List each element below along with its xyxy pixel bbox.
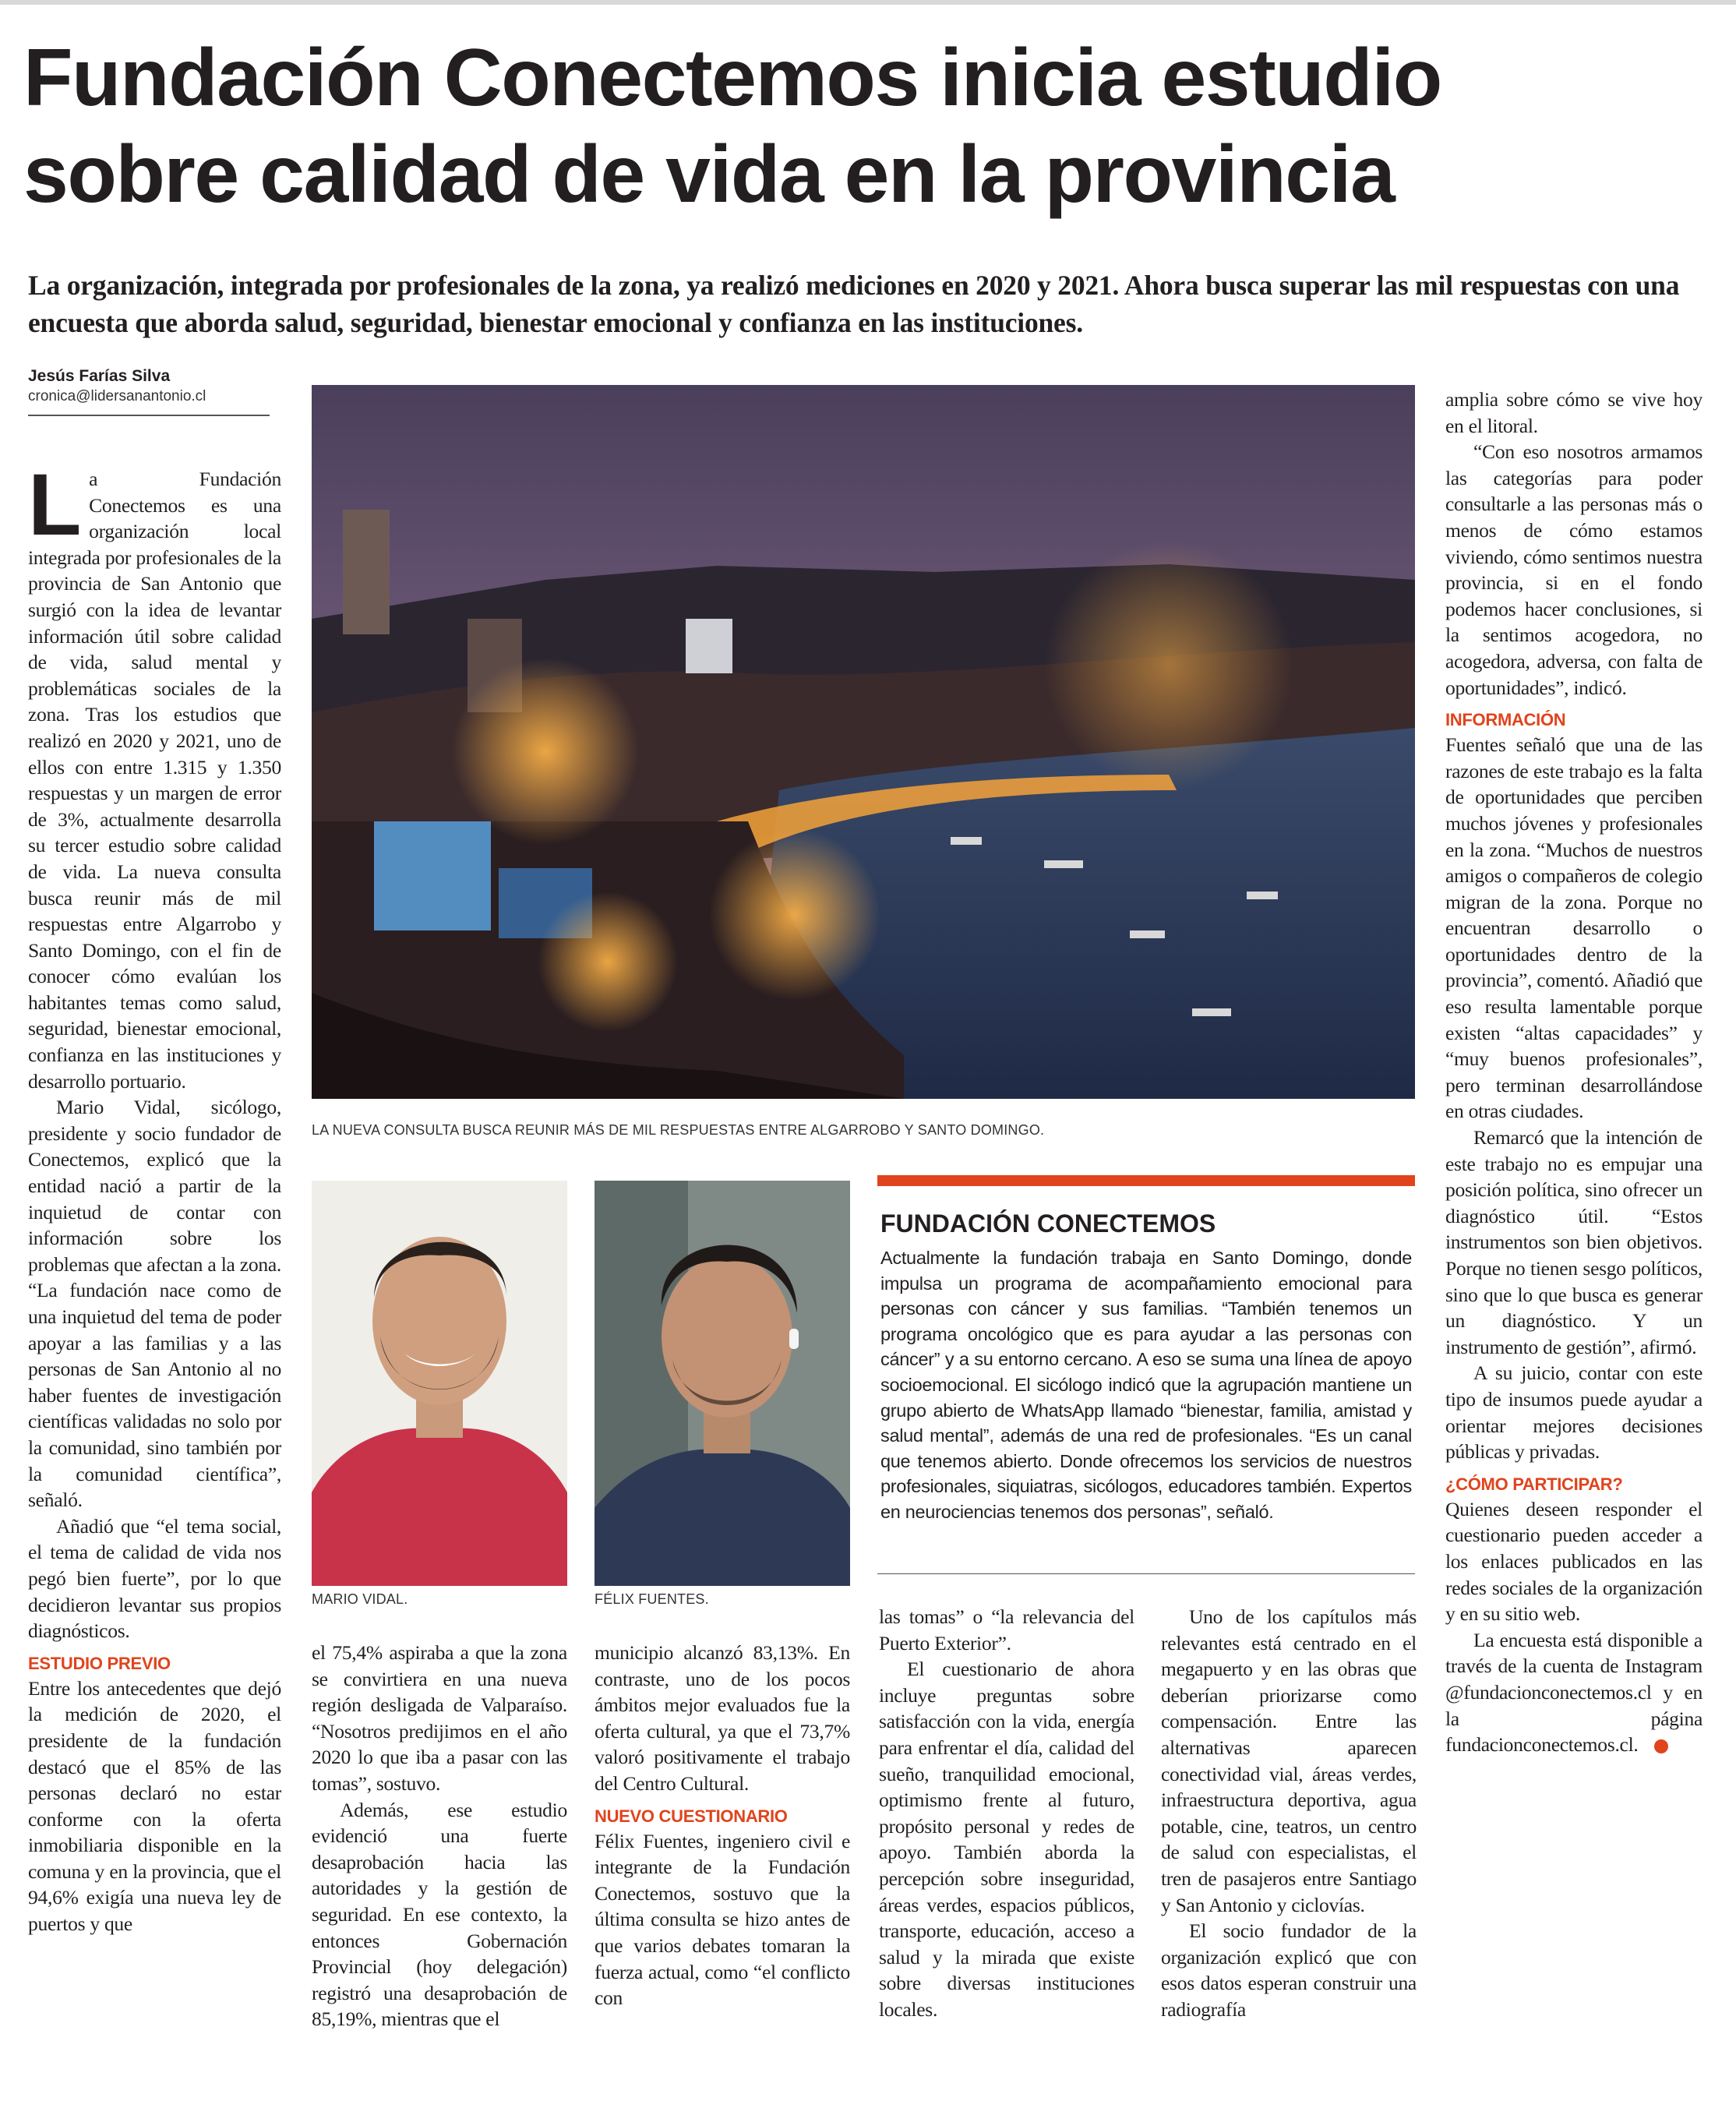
headline-line-1: Fundación Conectemos inicia estudio	[23, 33, 1441, 123]
paragraph: El socio fundador de la organización explicó que con esos datos esperan construir una radiografía	[1161, 1919, 1417, 2021]
column-4	[879, 1604, 1134, 2023]
portrait-mario-vidal	[312, 1181, 567, 1586]
paragraph: A su juicio, contar con este tipo de insumos puede ayudar a orientar mejores decisiones públicas y privadas.	[1445, 1361, 1702, 1464]
main-photo-caption: LA NUEVA CONSULTA BUSCA REUNIR MÁS DE MIL RESPUESTAS ENTRE ALGARROBO Y SANTO DOMINGO.	[312, 1122, 1045, 1138]
paragraph: Además, ese estudio evidenció una fuerte desaprobación hacia las autoridades y la gestión de seguridad. En ese contexto, la entonces Gobernación Provincial (hoy delegación) registró una desaprobación de 85,19%, mientras que el	[312, 1798, 567, 2031]
section-heading-como-participar: ¿CÓMO PARTICIPAR?	[1445, 1474, 1623, 1494]
sidebar-title: FUNDACIÓN CONECTEMOS	[880, 1209, 1216, 1238]
paragraph: El cuestionario de ahora incluye preguntas sobre satisfacción con la vida, energía para enfrentar el día, calidad del sueño, tranquilidad emocional, optimismo frente al futuro, propósito personal y redes de apoyo. También aborda la percepción sobre inseguridad, áreas verdes, espacios públicos, transporte, educación, acceso a salud y la mirada que existe sobre diversas instituciones locales.	[879, 1658, 1134, 2021]
byline-rule	[28, 415, 270, 416]
section-heading-nuevo-cuestionario: NUEVO CUESTIONARIO	[595, 1806, 788, 1826]
portrait-2-caption: FÉLIX FUENTES.	[595, 1591, 709, 1607]
lead-paragraph: La Fundación Conectemos es una organización local integrada por profesionales de la provincia de San Antonio que surgió con la idea de levantar información útil sobre calidad de vida, salud mental y problemáticas sociales de la zona. Tras los estudios que realizó en 2020 y 2021, uno de ellos con entre 1.315 y 1.350 respuestas y un margen de error de 3%, actualmente desarrolla su tercer estudio sobre calidad de vida. La nueva consulta busca reunir más de mil respuestas entre Algarrobo y Santo Domingo, con el fin de conocer cómo evalúan los habitantes temas como salud, seguridad, bienestar emocional, confianza en las instituciones y desarrollo portuario.	[28, 456, 281, 1093]
portrait-1-caption: MARIO VIDAL.	[312, 1591, 408, 1607]
author-email: cronica@lidersanantonio.cl	[28, 388, 206, 404]
paragraph: Félix Fuentes, ingeniero civil e integrante de la Fundación Conectemos, sostuvo que la última consulta se hizo antes de que varios debates tomaran la fuerza actual, como “el conflicto con	[595, 1829, 850, 2010]
paragraph: Uno de los capítulos más relevantes está centrado en el megapuerto y en las obras que deberían priorizarse como compensación. Entre las alternativas aparecen conectividad vial, áreas verdes, infraestructura deportiva, agua potable, cine, teatros, un centro de salud con especialistas, el tren de pasajeros entre Santiago y San Antonio y ciclovías.	[1161, 1605, 1417, 1916]
sidebar-box-fundacion	[877, 1175, 1415, 1574]
headline	[23, 30, 1714, 223]
column-5	[1161, 1604, 1417, 2023]
drop-cap: L	[28, 456, 82, 553]
paragraph: Remarcó que la intención de este trabajo no es empujar una posición política, sino ofrecer un diagnóstico útil. “Estos instrumentos son bien objetivos. Porque no tienen sesgo políticos, sino que lo que busca es generar un diagnóstico. Y un instrumento de gestión”, afirmó.	[1445, 1126, 1702, 1358]
section-heading-estudio-previo: ESTUDIO PREVIO	[28, 1653, 171, 1673]
sidebar-bottom-rule	[877, 1573, 1415, 1574]
byline	[28, 366, 273, 416]
section-heading-informacion: INFORMACIÓN	[1445, 710, 1566, 730]
author-name: Jesús Farías Silva	[28, 367, 171, 385]
sidebar-accent-bar	[877, 1175, 1415, 1186]
paragraph: el 75,4% aspiraba a que la zona se convirtiera en una nueva región desligada de Valparaíso. “Nosotros predijimos en el año 2020 lo que iba a pasar con las tomas”, sostuvo.	[312, 1641, 567, 1795]
main-photo-harbor-night	[312, 385, 1415, 1099]
sidebar-text: Actualmente la fundación trabaja en Santo Domingo, donde impulsa un programa de acompañamiento emocional para personas con cáncer y sus familias. “También tenemos un programa oncológico que es para ayudar a las personas con cáncer” y a su entorno cercano. A eso se suma una línea de apoyo socioemocional. El sicólogo indicó que la agrupación mantiene un grupo abierto de WhatsApp llamado “bienestar, familia, amistad y salud mental”, además de una red de profesionales. “Es un canal que tenemos abierto. Donde ofrecemos los servicios de nuestros profesionales, siquiatras, sicólogos, educadores también. Expertos en neurociencias tenemos dos personas”, señaló.	[880, 1248, 1412, 1522]
paragraph: Fuentes señaló que una de las razones de este trabajo es la falta de oportunidades que perciben muchos jóvenes y profesionales en la zona. “Muchos de nuestros amigos o compañeros de colegio migran de la zona. Porque no encuentran desarrollo o oportunidades dentro de la provincia”, comentó. Añadió que eso resulta lamentable porque existen “altas capacidades” y “muy buenos profesionales”, pero terminan desarrollándose en otras ciudades.	[1445, 733, 1702, 1123]
headline-line-2: sobre calidad de vida en la provincia	[23, 129, 1395, 220]
paragraph: Entre los antecedentes que dejó la medición de 2020, el presidente de la fundación destacó que el 85% de las personas declaró no estar conforme con la oferta inmobiliaria disponible en la comuna y en la provincia, que el 94,6% exigía una nueva ley de puertos y que	[28, 1676, 281, 1936]
paragraph: “Con eso nosotros armamos las categorías para poder consultarle a las personas más o menos de cómo estamos viviendo, cómo sentimos nuestra provincia, si en el fondo podemos hacer conclusiones, si la sentimos acogedora, no acogedora, adversa, con falta de oportunidades”, indicó.	[1445, 440, 1702, 699]
end-of-article-icon: ✪	[1654, 1739, 1668, 1753]
portrait-felix-fuentes	[595, 1181, 850, 1586]
paragraph: Quienes deseen responder el cuestionario pueden acceder a los enlaces publicados en las redes sociales de la organización y en su sitio web.	[1445, 1497, 1702, 1626]
paragraph: las tomas” o “la relevancia del Puerto Exterior”.	[879, 1605, 1134, 1654]
paragraph: Añadió que “el tema social, el tema de calidad de vida nos pegó bien fuerte”, por lo que decidieron levantar sus propios diagnósticos.	[28, 1514, 281, 1643]
harbor-night-illustration	[312, 385, 1415, 1099]
top-border	[0, 0, 1736, 5]
paragraph: Mario Vidal, sicólogo, presidente y socio fundador de Conectemos, explicó que la entidad nació a partir de la inquietud de contar con información sobre los problemas que afectan a la zona. “La fundación nace como de una inquietud del tema de poder apoyar a las familias y a las personas de San Antonio al no haber fuentes de investigación científicas validadas no solo por la comunidad, sino también por la comunidad científica”, señaló.	[28, 1096, 281, 1512]
column-6	[1445, 387, 1702, 1758]
paragraph: municipio alcanzó 83,13%. En contraste, uno de los pocos ámbitos mejor evaluados fue la oferta cultural, ya que el 73,7% valoró positivamente el trabajo del Centro Cultural.	[595, 1641, 850, 1795]
paragraph: amplia sobre cómo se vive hoy en el litoral.	[1445, 388, 1702, 437]
column-1	[28, 456, 281, 1937]
subheadline: La organización, integrada por profesionales de la zona, ya realizó mediciones en 2020 y 2021. Ahora busca superar las mil respuestas con una encuesta que aborda salud, seguridad, bienestar emocional y confianza en las instituciones.	[28, 270, 1680, 338]
column-3	[595, 1640, 850, 2011]
column-2	[312, 1640, 567, 2032]
paragraph: La encuesta está disponible a través de la cuenta de Instagram @fundacionconectemos.cl y en la página fundacionconectemos.cl. ✪	[1445, 1628, 1702, 1757]
